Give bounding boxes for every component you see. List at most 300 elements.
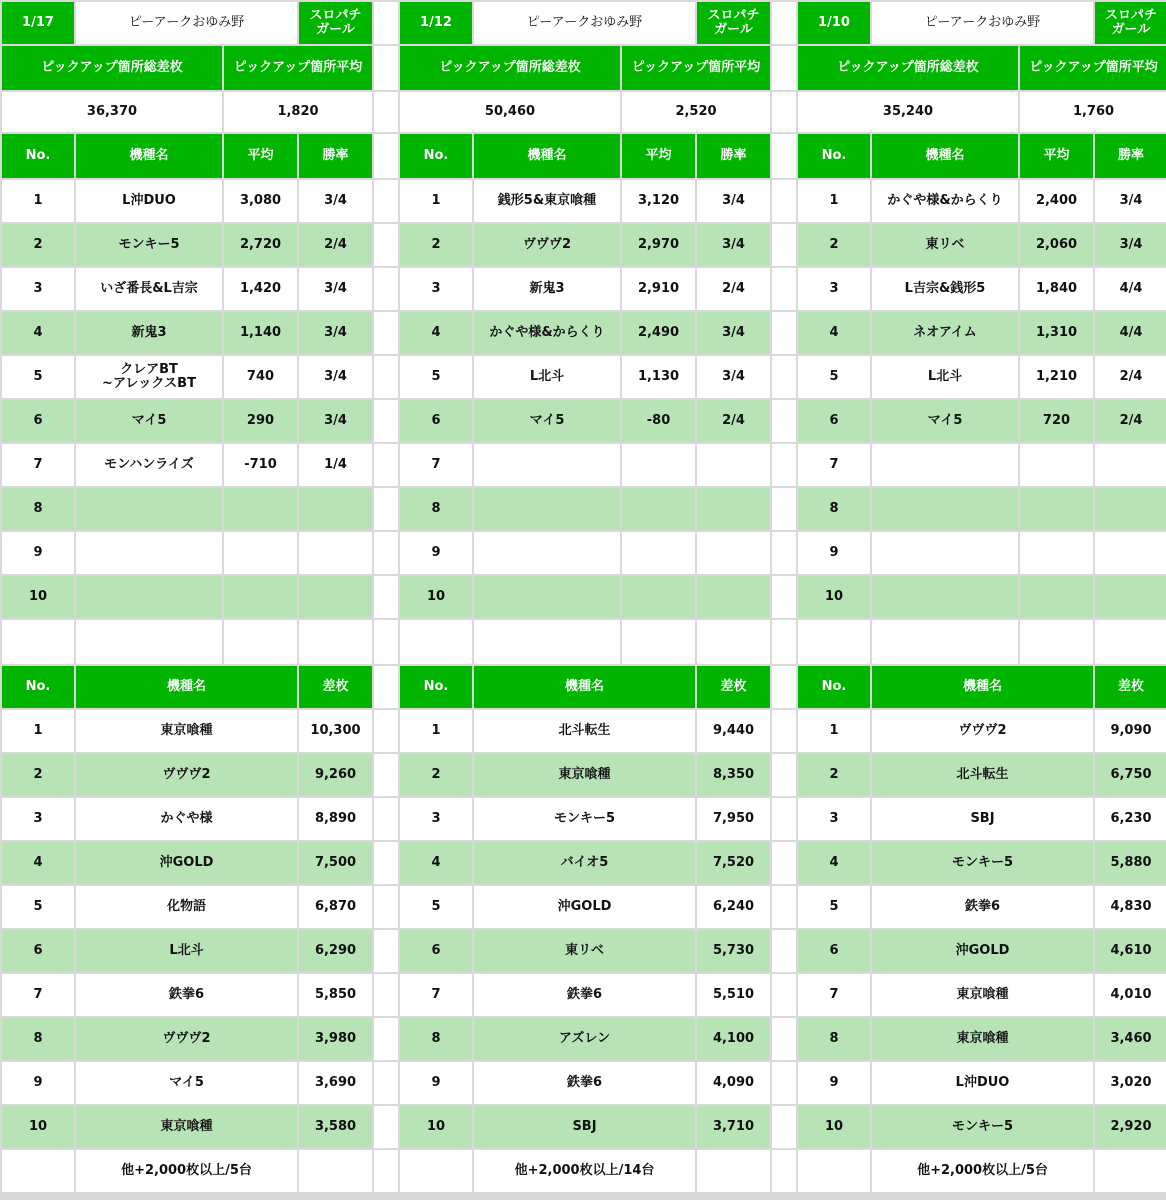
pickup-row-average [622, 576, 695, 618]
ranking-row-machine: 北斗転生 [474, 710, 695, 752]
spacer-cell [798, 620, 870, 664]
panel-gap [772, 1106, 796, 1148]
pickup-row-winrate: 3/4 [1095, 180, 1166, 222]
pickup-average-header: 平均 [1020, 134, 1093, 178]
ranking-row-machine: モンキー5 [872, 842, 1093, 884]
pickup-machine-header: 機種名 [474, 134, 620, 178]
panel-gap [374, 710, 398, 752]
ranking-row-no: 8 [798, 1018, 870, 1060]
panel-gap [772, 974, 796, 1016]
panel-gap [772, 754, 796, 796]
media-badge: スロパチ ガール [299, 2, 372, 44]
pickup-row-machine [76, 488, 222, 530]
ranking-row-machine: 東京喰種 [872, 1018, 1093, 1060]
footer-blank [697, 1150, 770, 1192]
panel-gap [374, 798, 398, 840]
pickup-no-header: No. [798, 134, 870, 178]
avg-value: 1,760 [1020, 92, 1166, 132]
pickup-row-average [1020, 444, 1093, 486]
pickup-row-winrate: 3/4 [299, 268, 372, 310]
spacer-cell [474, 620, 620, 664]
ranking-no-header: No. [798, 666, 870, 708]
ranking-row-machine: SBJ [872, 798, 1093, 840]
ranking-row-diff: 5,880 [1095, 842, 1166, 884]
pickup-row-machine: ヴヴヴ2 [474, 224, 620, 266]
panel-gap [374, 886, 398, 928]
pickup-row-winrate [697, 488, 770, 530]
pickup-row-average: 1,140 [224, 312, 297, 354]
ranking-row-diff: 6,750 [1095, 754, 1166, 796]
pickup-row-no: 1 [2, 180, 74, 222]
ranking-row-no: 2 [400, 754, 472, 796]
spacer-cell [872, 620, 1018, 664]
pickup-row-machine [872, 444, 1018, 486]
ranking-row-machine: 沖GOLD [76, 842, 297, 884]
panel-gap [374, 930, 398, 972]
ranking-row-diff: 3,710 [697, 1106, 770, 1148]
ranking-row-machine: バイオ5 [474, 842, 695, 884]
ranking-row-machine: 東京喰種 [474, 754, 695, 796]
pickup-row-machine: マイ5 [872, 400, 1018, 442]
panel-gap [374, 180, 398, 222]
pickup-row-winrate [697, 532, 770, 574]
pickup-row-average: 290 [224, 400, 297, 442]
ranking-row-machine: 鉄拳6 [872, 886, 1093, 928]
panel-gap [374, 224, 398, 266]
total-diff-header: ピックアップ箇所総差枚 [400, 46, 620, 90]
pickup-row-average [224, 532, 297, 574]
store-name: ピーアークおゆみ野 [872, 2, 1093, 44]
pickup-row-winrate: 3/4 [299, 356, 372, 398]
ranking-row-machine: 沖GOLD [474, 886, 695, 928]
panel-gap [374, 1150, 398, 1192]
pickup-no-header: No. [400, 134, 472, 178]
panel-gap [374, 312, 398, 354]
ranking-row-no: 5 [2, 886, 74, 928]
pickup-row-no: 2 [2, 224, 74, 266]
pickup-row-no: 2 [798, 224, 870, 266]
ranking-row-no: 3 [400, 798, 472, 840]
pickup-row-average: 1,310 [1020, 312, 1093, 354]
ranking-row-diff: 7,950 [697, 798, 770, 840]
pickup-row-winrate: 3/4 [299, 180, 372, 222]
pickup-row-machine: マイ5 [474, 400, 620, 442]
panel-gap [374, 92, 398, 132]
panel-gap [374, 754, 398, 796]
ranking-row-diff: 7,500 [299, 842, 372, 884]
media-badge: スロパチ ガール [1095, 2, 1166, 44]
footer-blank [1095, 1150, 1166, 1192]
date-badge: 1/17 [2, 2, 74, 44]
panel-gap [772, 224, 796, 266]
pickup-row-no: 4 [400, 312, 472, 354]
panel-gap [772, 886, 796, 928]
ranking-row-diff: 9,440 [697, 710, 770, 752]
pickup-row-winrate [1095, 444, 1166, 486]
panel-gap [772, 710, 796, 752]
pickup-row-average: 1,210 [1020, 356, 1093, 398]
spacer-cell [400, 620, 472, 664]
pickup-row-no: 1 [400, 180, 472, 222]
pickup-row-average: 2,490 [622, 312, 695, 354]
pickup-row-winrate: 3/4 [299, 312, 372, 354]
date-badge: 1/12 [400, 2, 472, 44]
pickup-row-no: 5 [2, 356, 74, 398]
pickup-row-winrate: 2/4 [697, 268, 770, 310]
ranking-row-diff: 6,240 [697, 886, 770, 928]
pickup-row-average: 2,400 [1020, 180, 1093, 222]
pickup-row-no: 10 [400, 576, 472, 618]
footer-blank [400, 1150, 472, 1192]
spacer-cell [1020, 620, 1093, 664]
panel-gap [772, 620, 796, 664]
total-diff-value: 50,460 [400, 92, 620, 132]
ranking-row-diff: 6,870 [299, 886, 372, 928]
avg-header: ピックアップ箇所平均 [622, 46, 770, 90]
pickup-row-winrate [1095, 576, 1166, 618]
pickup-row-winrate: 2/4 [299, 224, 372, 266]
panel-gap [772, 180, 796, 222]
panel-gap [374, 1062, 398, 1104]
footer-blank [299, 1150, 372, 1192]
total-diff-header: ピックアップ箇所総差枚 [2, 46, 222, 90]
ranking-row-machine: 東京喰種 [76, 1106, 297, 1148]
ranking-row-no: 10 [798, 1106, 870, 1148]
panel-gap [772, 268, 796, 310]
ranking-row-machine: 鉄拳6 [474, 1062, 695, 1104]
footer-blank [798, 1150, 870, 1192]
pickup-row-average: 740 [224, 356, 297, 398]
ranking-row-machine: SBJ [474, 1106, 695, 1148]
panel-gap [772, 444, 796, 486]
ranking-row-no: 4 [2, 842, 74, 884]
ranking-row-no: 10 [2, 1106, 74, 1148]
pickup-row-no: 6 [798, 400, 870, 442]
pickup-row-machine [872, 576, 1018, 618]
pickup-row-machine: マイ5 [76, 400, 222, 442]
ranking-row-no: 9 [2, 1062, 74, 1104]
pickup-machine-header: 機種名 [872, 134, 1018, 178]
ranking-row-diff: 5,510 [697, 974, 770, 1016]
pickup-row-winrate [299, 488, 372, 530]
pickup-row-average: 1,420 [224, 268, 297, 310]
panel-gap [772, 1018, 796, 1060]
ranking-row-no: 9 [400, 1062, 472, 1104]
ranking-row-no: 4 [798, 842, 870, 884]
ranking-row-machine: ヴヴヴ2 [872, 710, 1093, 752]
total-diff-header: ピックアップ箇所総差枚 [798, 46, 1018, 90]
pickup-row-winrate: 2/4 [697, 400, 770, 442]
panel-gap [374, 488, 398, 530]
avg-value: 1,820 [224, 92, 372, 132]
avg-header: ピックアップ箇所平均 [1020, 46, 1166, 90]
ranking-row-diff: 2,920 [1095, 1106, 1166, 1148]
ranking-row-machine: 沖GOLD [872, 930, 1093, 972]
ranking-no-header: No. [2, 666, 74, 708]
panel-gap [772, 666, 796, 708]
ranking-row-no: 8 [400, 1018, 472, 1060]
panel-gap [772, 92, 796, 132]
pickup-row-average: 1,840 [1020, 268, 1093, 310]
ranking-row-diff: 4,830 [1095, 886, 1166, 928]
pickup-row-winrate: 3/4 [697, 312, 770, 354]
panel-gap [374, 666, 398, 708]
ranking-machine-header: 機種名 [474, 666, 695, 708]
pickup-winrate-header: 勝率 [299, 134, 372, 178]
pickup-winrate-header: 勝率 [697, 134, 770, 178]
ranking-row-diff: 5,850 [299, 974, 372, 1016]
pickup-row-average: 2,910 [622, 268, 695, 310]
ranking-row-diff: 4,610 [1095, 930, 1166, 972]
ranking-row-diff: 4,010 [1095, 974, 1166, 1016]
footer-note: 他+2,000枚以上/5台 [872, 1150, 1093, 1192]
ranking-row-no: 5 [798, 886, 870, 928]
panel-gap [772, 1150, 796, 1192]
ranking-row-machine: 化物語 [76, 886, 297, 928]
pickup-row-machine: いざ番長&L吉宗 [76, 268, 222, 310]
pickup-row-average: 2,060 [1020, 224, 1093, 266]
spacer-cell [697, 620, 770, 664]
media-badge: スロパチ ガール [697, 2, 770, 44]
ranking-diff-header: 差枚 [299, 666, 372, 708]
panel-gap [772, 1062, 796, 1104]
ranking-row-diff: 3,460 [1095, 1018, 1166, 1060]
panel-gap [374, 444, 398, 486]
pickup-row-winrate: 3/4 [697, 180, 770, 222]
spacer-cell [1095, 620, 1166, 664]
panel-gap [374, 576, 398, 618]
footer-note: 他+2,000枚以上/5台 [76, 1150, 297, 1192]
pickup-row-winrate [697, 444, 770, 486]
ranking-row-machine: 北斗転生 [872, 754, 1093, 796]
ranking-row-no: 4 [400, 842, 472, 884]
panel-gap [374, 1106, 398, 1148]
pickup-row-machine: 東リベ [872, 224, 1018, 266]
pickup-row-no: 5 [400, 356, 472, 398]
pickup-row-no: 7 [2, 444, 74, 486]
ranking-row-no: 7 [798, 974, 870, 1016]
pickup-row-winrate: 2/4 [1095, 356, 1166, 398]
pickup-row-winrate: 3/4 [697, 224, 770, 266]
pickup-row-no: 4 [798, 312, 870, 354]
ranking-diff-header: 差枚 [1095, 666, 1166, 708]
ranking-row-diff: 8,890 [299, 798, 372, 840]
ranking-row-diff: 5,730 [697, 930, 770, 972]
panel-gap [374, 46, 398, 90]
pickup-row-machine: L北斗 [872, 356, 1018, 398]
pickup-row-machine: かぐや様&からくり [872, 180, 1018, 222]
panel-gap [374, 2, 398, 44]
pickup-row-average: 3,120 [622, 180, 695, 222]
pickup-row-machine: ネオアイム [872, 312, 1018, 354]
ranking-no-header: No. [400, 666, 472, 708]
panel-gap [772, 134, 796, 178]
pickup-row-machine: モンハンライズ [76, 444, 222, 486]
pickup-row-no: 9 [798, 532, 870, 574]
ranking-machine-header: 機種名 [76, 666, 297, 708]
spacer-cell [224, 620, 297, 664]
pickup-row-winrate [697, 576, 770, 618]
footer-blank [2, 1150, 74, 1192]
pickup-row-winrate: 1/4 [299, 444, 372, 486]
ranking-row-diff: 9,090 [1095, 710, 1166, 752]
pickup-row-winrate [299, 576, 372, 618]
panel-gap [374, 356, 398, 398]
pickup-row-no: 7 [798, 444, 870, 486]
pickup-row-machine [474, 488, 620, 530]
ranking-row-diff: 7,520 [697, 842, 770, 884]
ranking-row-machine: 東リベ [474, 930, 695, 972]
panel-gap [772, 312, 796, 354]
panel-gap [772, 576, 796, 618]
pickup-row-average [622, 444, 695, 486]
panel-gap [772, 532, 796, 574]
ranking-row-no: 9 [798, 1062, 870, 1104]
pickup-row-machine: L北斗 [474, 356, 620, 398]
pickup-row-average [622, 532, 695, 574]
pickup-row-winrate: 4/4 [1095, 268, 1166, 310]
pickup-row-machine [76, 576, 222, 618]
ranking-row-diff: 6,290 [299, 930, 372, 972]
footer-note: 他+2,000枚以上/14台 [474, 1150, 695, 1192]
ranking-row-no: 6 [2, 930, 74, 972]
ranking-row-no: 1 [400, 710, 472, 752]
pickup-row-no: 3 [2, 268, 74, 310]
panel-gap [374, 1018, 398, 1060]
ranking-row-no: 2 [798, 754, 870, 796]
ranking-row-no: 3 [798, 798, 870, 840]
ranking-row-diff: 6,230 [1095, 798, 1166, 840]
pickup-row-no: 5 [798, 356, 870, 398]
ranking-row-no: 6 [798, 930, 870, 972]
panel-gap [772, 842, 796, 884]
pickup-row-no: 8 [2, 488, 74, 530]
ranking-row-machine: モンキー5 [474, 798, 695, 840]
pickup-row-machine [474, 576, 620, 618]
pickup-row-machine [76, 532, 222, 574]
ranking-row-no: 8 [2, 1018, 74, 1060]
panel-gap [772, 2, 796, 44]
total-diff-value: 35,240 [798, 92, 1018, 132]
date-badge: 1/10 [798, 2, 870, 44]
ranking-row-no: 7 [400, 974, 472, 1016]
pickup-row-average: 720 [1020, 400, 1093, 442]
pickup-row-no: 8 [798, 488, 870, 530]
store-name: ピーアークおゆみ野 [76, 2, 297, 44]
total-diff-value: 36,370 [2, 92, 222, 132]
panel-gap [772, 46, 796, 90]
pickup-row-no: 10 [2, 576, 74, 618]
panel-gap [772, 356, 796, 398]
panel-gap [374, 620, 398, 664]
spacer-cell [299, 620, 372, 664]
pickup-row-no: 6 [2, 400, 74, 442]
pickup-row-machine: L吉宗&銭形5 [872, 268, 1018, 310]
pickup-row-average [1020, 488, 1093, 530]
ranking-row-diff: 9,260 [299, 754, 372, 796]
ranking-row-machine: 鉄拳6 [474, 974, 695, 1016]
pickup-row-machine [872, 532, 1018, 574]
pickup-row-no: 3 [798, 268, 870, 310]
pickup-row-winrate: 3/4 [697, 356, 770, 398]
pickup-row-winrate [1095, 488, 1166, 530]
pickup-row-winrate: 3/4 [1095, 224, 1166, 266]
pickup-row-machine [474, 532, 620, 574]
ranking-row-machine: 東京喰種 [872, 974, 1093, 1016]
pickup-row-machine [474, 444, 620, 486]
pickup-row-average [1020, 532, 1093, 574]
pickup-row-machine: 新鬼3 [474, 268, 620, 310]
pickup-row-no: 3 [400, 268, 472, 310]
pickup-row-average [224, 576, 297, 618]
ranking-row-diff: 4,090 [697, 1062, 770, 1104]
panel-gap [374, 974, 398, 1016]
ranking-row-diff: 3,690 [299, 1062, 372, 1104]
ranking-row-no: 1 [798, 710, 870, 752]
pickup-row-average: 2,970 [622, 224, 695, 266]
ranking-row-diff: 3,020 [1095, 1062, 1166, 1104]
pickup-row-winrate: 3/4 [299, 400, 372, 442]
ranking-row-diff: 4,100 [697, 1018, 770, 1060]
ranking-row-machine: アズレン [474, 1018, 695, 1060]
pickup-row-machine: クレアBT ~アレックスBT [76, 356, 222, 398]
ranking-row-machine: モンキー5 [872, 1106, 1093, 1148]
pickup-row-machine: かぐや様&からくり [474, 312, 620, 354]
ranking-row-machine: マイ5 [76, 1062, 297, 1104]
pickup-winrate-header: 勝率 [1095, 134, 1166, 178]
ranking-row-no: 1 [2, 710, 74, 752]
ranking-row-no: 7 [2, 974, 74, 1016]
panel-gap [374, 842, 398, 884]
panel-gap [772, 488, 796, 530]
pickup-row-winrate: 4/4 [1095, 312, 1166, 354]
spacer-cell [622, 620, 695, 664]
pickup-row-machine: 銭形5&東京喰種 [474, 180, 620, 222]
pickup-row-average: -80 [622, 400, 695, 442]
pickup-machine-header: 機種名 [76, 134, 222, 178]
pickup-row-winrate [299, 532, 372, 574]
ranking-row-machine: ヴヴヴ2 [76, 754, 297, 796]
spacer-cell [2, 620, 74, 664]
pickup-row-no: 2 [400, 224, 472, 266]
avg-value: 2,520 [622, 92, 770, 132]
pickup-row-average [1020, 576, 1093, 618]
store-name: ピーアークおゆみ野 [474, 2, 695, 44]
spacer-cell [76, 620, 222, 664]
pickup-row-machine: L沖DUO [76, 180, 222, 222]
pickup-row-no: 8 [400, 488, 472, 530]
pickup-row-machine: モンキー5 [76, 224, 222, 266]
pickup-row-machine: 新鬼3 [76, 312, 222, 354]
panel-gap [374, 532, 398, 574]
ranking-row-machine: ヴヴヴ2 [76, 1018, 297, 1060]
pickup-row-no: 9 [400, 532, 472, 574]
pickup-row-no: 1 [798, 180, 870, 222]
pickup-row-machine [872, 488, 1018, 530]
ranking-row-machine: かぐや様 [76, 798, 297, 840]
pickup-row-no: 4 [2, 312, 74, 354]
pickup-row-winrate [1095, 532, 1166, 574]
pickup-average-header: 平均 [224, 134, 297, 178]
panel-gap [374, 134, 398, 178]
pickup-row-average: 3,080 [224, 180, 297, 222]
ranking-row-no: 10 [400, 1106, 472, 1148]
ranking-row-machine: L北斗 [76, 930, 297, 972]
panel-gap [374, 400, 398, 442]
ranking-row-no: 2 [2, 754, 74, 796]
avg-header: ピックアップ箇所平均 [224, 46, 372, 90]
pickup-no-header: No. [2, 134, 74, 178]
